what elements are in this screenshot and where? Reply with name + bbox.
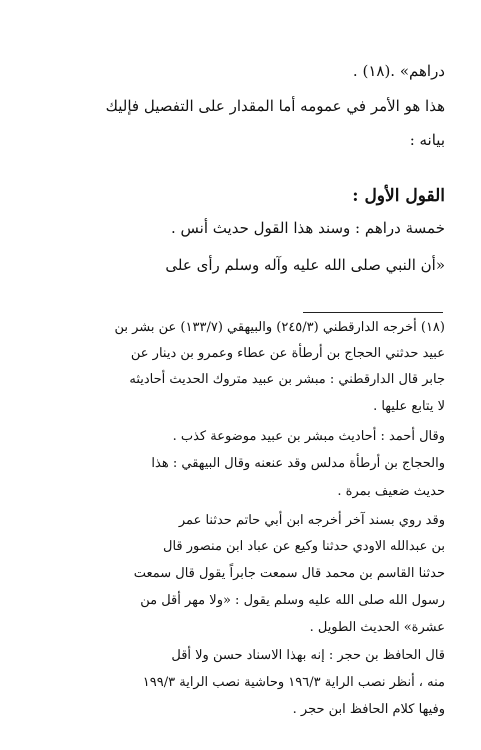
footnote-line-8: وقد روي بسند آخر أخرجه ابن أبي حاتم حدثنا عمر (178, 513, 445, 528)
footnote-line-5: وقال أحمد : أحاديث مبشر بن عبيد موضوعة كذب . (172, 429, 445, 444)
footnote-line-2: عبيد حدثني الحجاج بن أرطأة عن عطاء وعمرو بن دينار عن (130, 346, 445, 361)
opinion-line-2: «أن النبي صلى الله عليه وآله وسلم رأى على (165, 256, 445, 274)
opinion-line-1: خمسة دراهم : وسند هذا القول حديث أنس . (171, 219, 445, 237)
footnote-separator (303, 312, 443, 313)
footnote-line-7: حديث ضعيف بمرة . (337, 484, 445, 499)
footnote-line-10: حدثنا القاسم بن محمد قال سمعت جابراً يقول قال سمعت (133, 566, 445, 581)
main-line-3: بيانه : (409, 131, 445, 149)
section-heading: القول الأول : (352, 186, 445, 206)
main-line-2: هذا هو الأمر في عمومه أما المقدار على التفصيل فإليك (105, 97, 445, 115)
footnote-line-11: رسول الله صلى الله عليه وسلم يقول : «ولا مهر أقل من (140, 593, 445, 608)
footnote-line-6: والحجاج بن أرطأة مدلس وقد عنعنه وقال البيهقي : هذا (151, 456, 445, 471)
footnote-line-3: جابر قال الدارقطني : مبشر بن عبيد متروك الحديث أحاديثه (129, 372, 445, 387)
footnote-line-15: وفيها كلام الحافظ ابن حجر . (292, 702, 445, 717)
main-line-1: دراهم» .(١٨) . (352, 62, 445, 80)
footnote-line-1: (١٨) أخرجه الدارقطني (٢٤٥/٣) والبيهقي (١٣٣/٧) عن بشر بن (114, 320, 445, 335)
footnote-line-14: منه ، أنظر نصب الراية ١٩٦/٣ وحاشية نصب الراية ١٩٩/٣ (142, 675, 445, 690)
footnote-line-4: لا يتابع عليها . (373, 399, 445, 414)
footnote-line-12: عشرة» الحديث الطويل . (309, 620, 445, 635)
footnote-line-13: قال الحافظ بن حجر : إنه بهذا الاسناد حسن ولا أقل (171, 648, 445, 663)
footnote-line-9: بن عبدالله الاودي حدثنا وكيع عن عباد ابن منصور قال (163, 539, 445, 554)
